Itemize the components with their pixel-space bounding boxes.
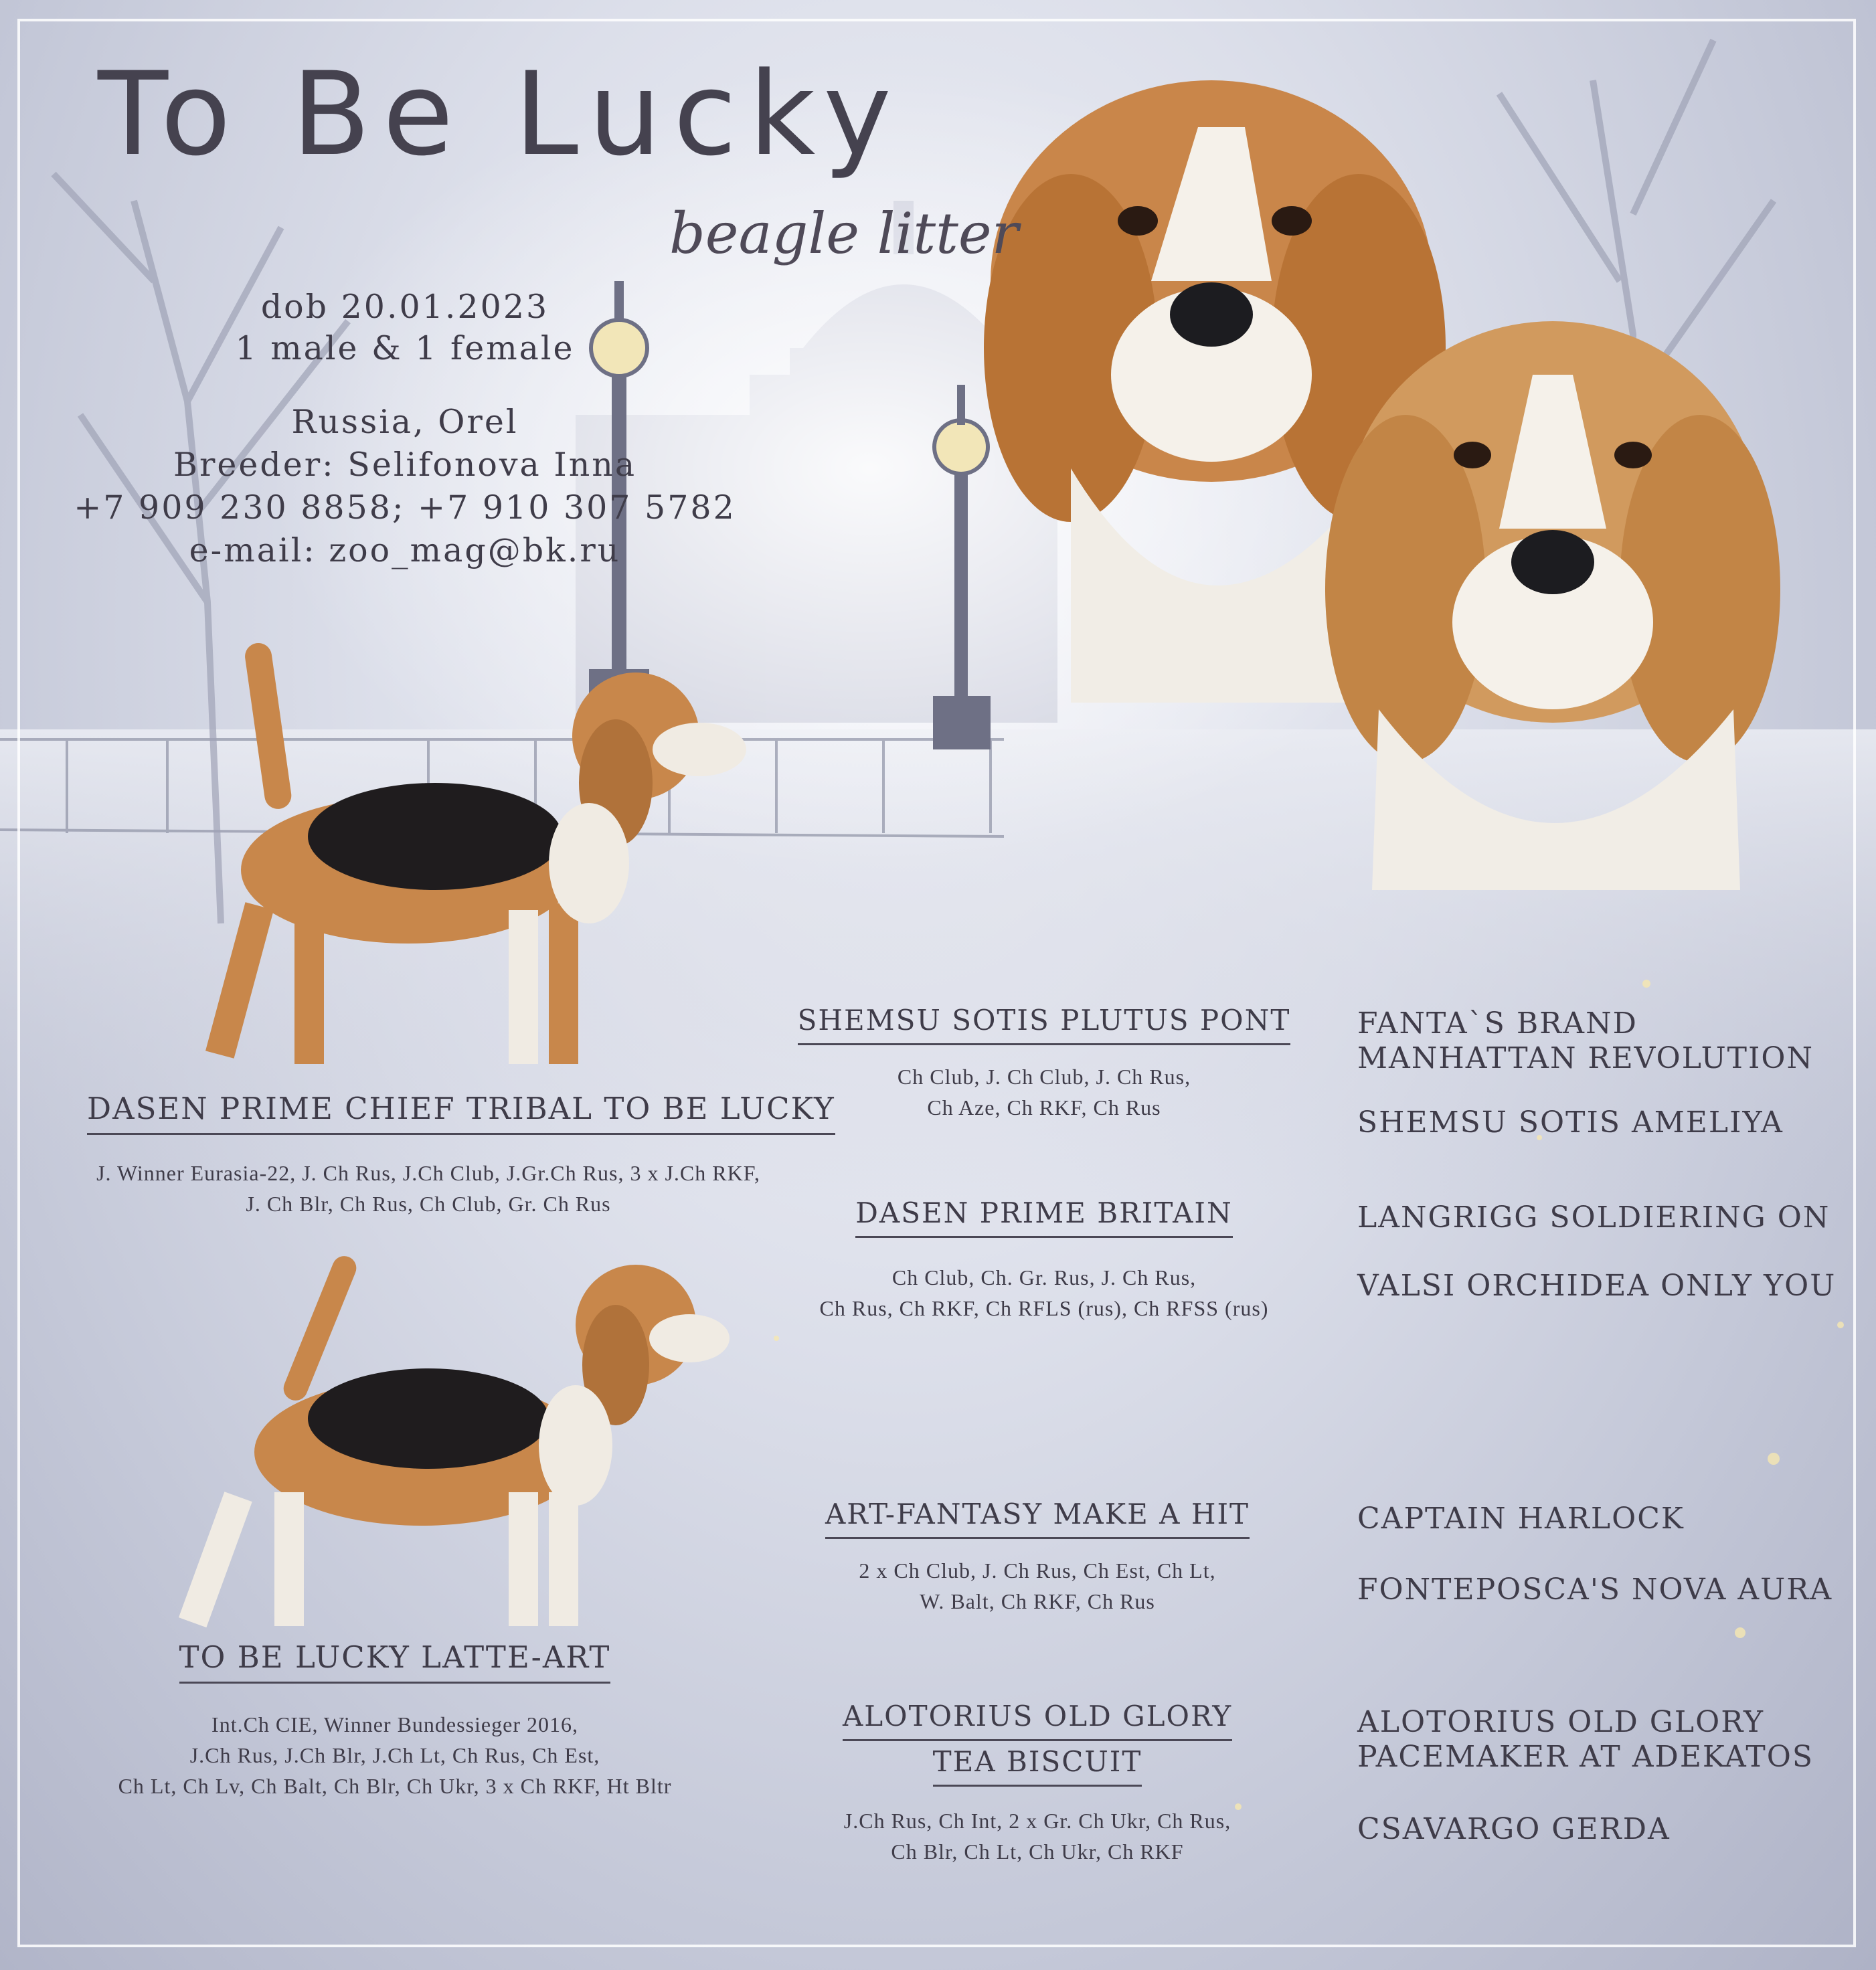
dam-dam-name-cont: TEA BISCUIT <box>933 1745 1142 1787</box>
gp-dam-dam-dam: CSAVARGO GERDA <box>1357 1812 1671 1846</box>
sire-sire-titles-line: Ch Club, J. Ch Club, J. Ch Rus, <box>897 1065 1191 1089</box>
dam-titles <box>60 1709 730 1801</box>
sire-block <box>87 1091 835 1219</box>
dam-sire-titles-line: 2 x Ch Club, J. Ch Rus, Ch Est, Ch Lt, <box>859 1558 1216 1583</box>
dam-dam-titles-line: J.Ch Rus, Ch Int, 2 x Gr. Ch Ukr, Ch Rus, <box>843 1809 1231 1833</box>
sire-sire-name: SHEMSU SOTIS PLUTUS PONT <box>798 1004 1291 1045</box>
gp-sire-dam-dam: VALSI ORCHIDEA ONLY YOU <box>1357 1269 1837 1303</box>
breeder-email: e-mail: zoo_mag@bk.ru <box>189 531 621 569</box>
dam-block <box>60 1639 730 1801</box>
dam-dam-block <box>776 1700 1298 1867</box>
dam-sire-name: ART-FANTASY MAKE A HIT <box>825 1498 1250 1539</box>
sire-titles <box>87 1158 770 1219</box>
breeder-location: Russia, Orel <box>291 403 519 441</box>
gp-dam-dam-sire-line2: PACEMAKER AT ADEKATOS <box>1357 1740 1814 1774</box>
litter-dob: dob 20.01.2023 <box>260 288 549 326</box>
dam-titles-line: J.Ch Rus, J.Ch Blr, J.Ch Lt, Ch Rus, Ch Est, <box>189 1743 600 1767</box>
dam-titles-line: Int.Ch CIE, Winner Bundessieger 2016, <box>211 1712 578 1736</box>
sire-dam-titles-line: Ch Club, Ch. Gr. Rus, J. Ch Rus, <box>891 1265 1197 1289</box>
gp-dam-dam-sire-line1: ALOTORIUS OLD GLORY <box>1357 1705 1765 1739</box>
sire-name: DASEN PRIME CHIEF TRIBAL TO BE LUCKY <box>87 1091 835 1135</box>
gp-dam-sire-dam: FONTEPOSCA'S NOVA AURA <box>1357 1573 1833 1607</box>
poster-subtitle: beagle litter <box>669 201 1019 266</box>
sire-sire-block <box>790 1004 1298 1123</box>
gp-sire-sire-dam: SHEMSU SOTIS AMELIYA <box>1357 1105 1784 1140</box>
sire-titles-line: J. Ch Blr, Ch Rus, Ch Club, Gr. Ch Rus <box>246 1192 611 1216</box>
gp-sire-sire-sire-line2: MANHATTAN REVOLUTION <box>1357 1041 1814 1075</box>
dam-dam-name: ALOTORIUS OLD GLORY <box>843 1700 1232 1741</box>
sire-titles-line: J. Winner Eurasia-22, J. Ch Rus, J.Ch Club, J.Gr.Ch Rus, 3 x J.Ch RKF, <box>96 1161 760 1185</box>
gp-dam-sire-sire: CAPTAIN HARLOCK <box>1357 1502 1685 1536</box>
sire-sire-titles-line: Ch Aze, Ch RKF, Ch Rus <box>927 1095 1161 1120</box>
sire-dam-block <box>790 1196 1298 1324</box>
dam-titles-line: Ch Lt, Ch Lv, Ch Balt, Ch Blr, Ch Ukr, 3 x Ch RKF, Ht Bltr <box>118 1774 672 1798</box>
dam-name: TO BE LUCKY LATTE-ART <box>179 1639 611 1684</box>
gp-sire-dam-sire: LANGRIGG SOLDIERING ON <box>1357 1200 1830 1235</box>
litter-puppies: 1 male & 1 female <box>235 329 575 367</box>
sire-dam-titles-line: Ch Rus, Ch RKF, Ch RFLS (rus), Ch RFSS (rus) <box>819 1296 1269 1320</box>
dam-sire-block <box>776 1498 1298 1617</box>
dam-sire-titles-line: W. Balt, Ch RKF, Ch Rus <box>920 1589 1155 1613</box>
sire-dam-name: DASEN PRIME BRITAIN <box>855 1196 1233 1238</box>
gp-sire-sire-sire-line1: FANTA`S BRAND <box>1357 1006 1638 1041</box>
breeder-name: Breeder: Selifonova Inna <box>173 446 637 484</box>
dam-dam-titles-line: Ch Blr, Ch Lt, Ch Ukr, Ch RKF <box>891 1840 1184 1864</box>
breeder-phones: +7 909 230 8858; +7 910 307 5782 <box>74 488 736 527</box>
poster-title: To Be Lucky <box>98 47 904 181</box>
